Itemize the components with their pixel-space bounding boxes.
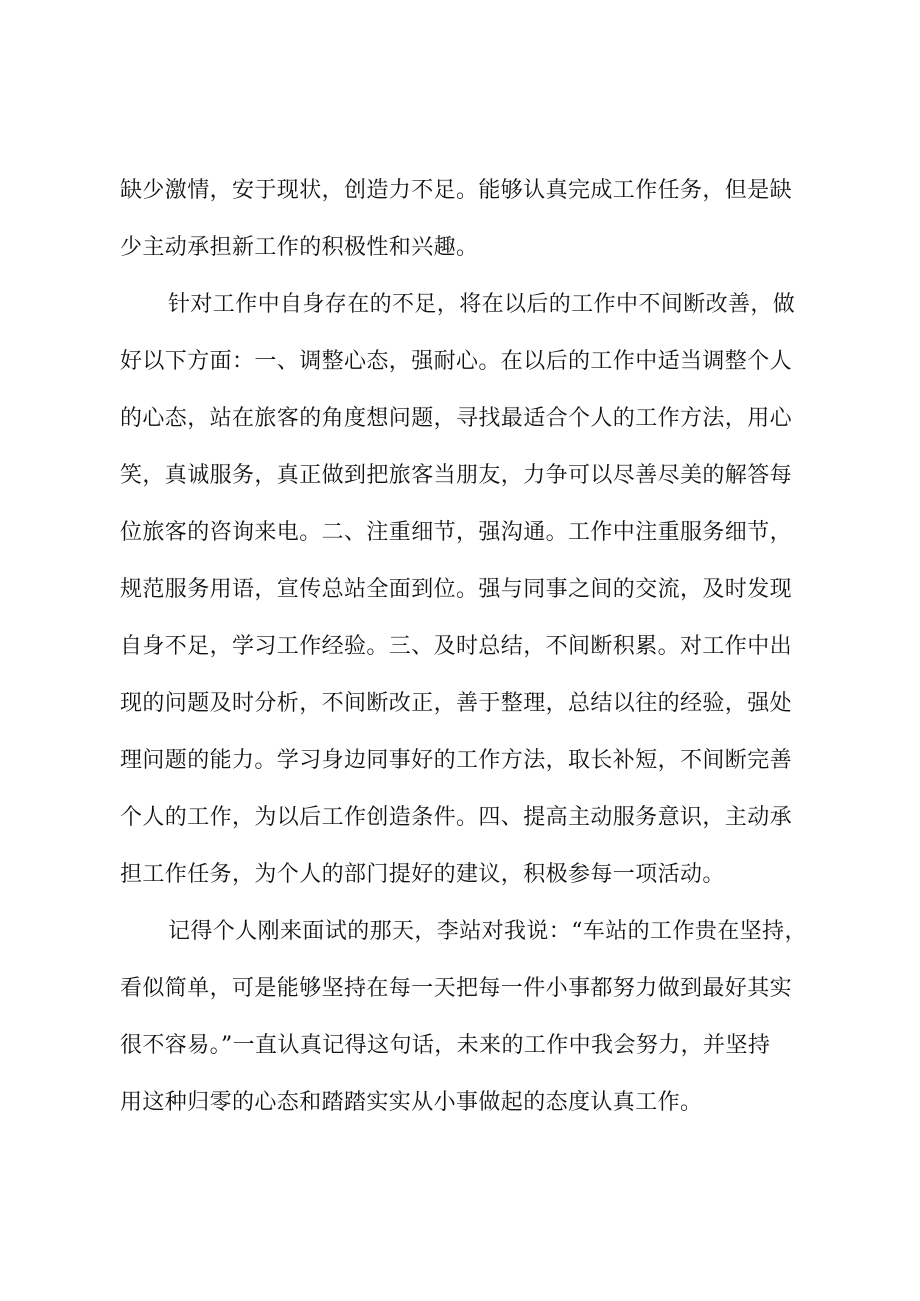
paragraph-line: 用这种归零的心态和踏踏实实从小事做起的态度认真工作。 xyxy=(120,1090,703,1115)
paragraph-line: 理问题的能力。学习身边同事好的工作方法，取长补短，不间断完善 xyxy=(120,748,793,773)
paragraph-line: 个人的工作，为以后工作创造条件。四、提高主动服务意识，主动承 xyxy=(120,805,793,830)
paragraph-line: 担工作任务，为个人的部门提好的建议，积极参每一项活动。 xyxy=(120,862,725,887)
paragraph-line: 自身不足，学习工作经验。三、及时总结，不间断积累。对工作中出 xyxy=(120,634,793,659)
paragraph-line: 现的问题及时分析，不间断改正，善于整理，总结以往的经验，强处 xyxy=(120,691,793,716)
paragraph-line: 的心态，站在旅客的角度想问题，寻找最适合个人的工作方法，用心 xyxy=(120,406,793,431)
paragraph-line: 规范服务用语，宣传总站全面到位。强与同事之间的交流，及时发现 xyxy=(120,577,793,602)
paragraph-line: 看似简单，可是能够坚持在每一天把每一件小事都努力做到最好其实 xyxy=(120,976,793,1001)
paragraph-line: 少主动承担新工作的积极性和兴趣。 xyxy=(120,235,479,260)
paragraph-line: 针对工作中自身存在的不足，将在以后的工作中不间断改善，做 xyxy=(168,292,796,317)
paragraph-line: 很不容易。”一直认真记得这句话，未来的工作中我会努力，并坚持 xyxy=(120,1033,771,1058)
paragraph-line: 好以下方面：一、调整心态，强耐心。在以后的工作中适当调整个人 xyxy=(120,349,793,374)
paragraph-line: 笑，真诚服务，真正做到把旅客当朋友，力争可以尽善尽美的解答每 xyxy=(120,463,793,488)
paragraph-line: 记得个人刚来面试的那天，李站对我说：“车站的工作贵在坚持， xyxy=(168,919,807,944)
paragraph-line: 缺少激情，安于现状，创造力不足。能够认真完成工作任务，但是缺 xyxy=(120,178,793,203)
paragraph-line: 位旅客的咨询来电。二、注重细节，强沟通。工作中注重服务细节， xyxy=(120,520,793,545)
